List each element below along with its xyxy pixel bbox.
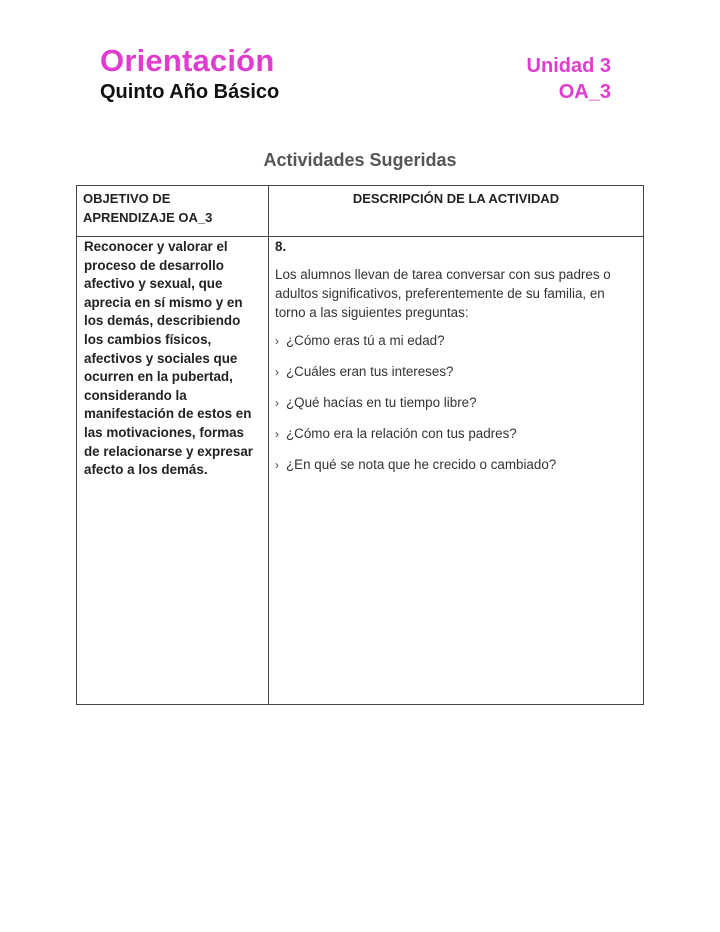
question-text: ¿Cómo eras tú a mi edad? <box>286 333 445 348</box>
question-text: ¿Qué hacías en tu tiempo libre? <box>286 395 477 410</box>
list-item <box>275 362 637 382</box>
table-row <box>77 237 644 705</box>
header-left <box>100 43 279 104</box>
column-header-objective: OBJETIVO DE APRENDIZAJE OA_3 <box>77 186 269 237</box>
unit-label: Unidad 3 <box>526 55 611 77</box>
table-header-row <box>77 186 644 237</box>
chevron-right-icon: › <box>275 458 279 472</box>
question-text: ¿Cuáles eran tus intereses? <box>286 364 454 379</box>
activity-intro: Los alumnos llevan de tarea conversar con sus padres o adultos significativos, preferentemente de su familia, en torno a las siguientes preguntas: <box>275 267 611 320</box>
list-item <box>275 331 637 351</box>
chevron-right-icon: › <box>275 396 279 410</box>
list-item <box>275 424 637 444</box>
question-text: ¿Cómo era la relación con tus padres? <box>286 426 517 441</box>
description-cell <box>269 237 644 705</box>
oa-label: OA_3 <box>558 81 611 103</box>
chevron-right-icon: › <box>275 365 279 379</box>
question-list <box>275 331 637 475</box>
header-right <box>527 53 611 105</box>
activities-table <box>76 185 644 705</box>
list-item <box>275 393 637 413</box>
activity-number: 8. <box>275 239 287 254</box>
column-header-description: DESCRIPCIÓN DE LA ACTIVIDAD <box>269 186 644 237</box>
subject-title: Orientación <box>100 43 275 78</box>
question-text: ¿En qué se nota que he crecido o cambiado? <box>286 457 557 472</box>
objective-cell: Reconocer y valorar el proceso de desarrollo afectivo y sexual, que aprecia en sí mismo y en los demás, describiendo los cambios físicos, afectivos y sociales que ocurren en la pubertad, considerando la manifestación de estos en las motivaciones, formas de relacionarse y expresar afecto a los demás. <box>77 237 269 705</box>
list-item <box>275 455 637 475</box>
grade-subtitle: Quinto Año Básico <box>100 81 280 103</box>
section-title: Actividades Sugeridas <box>263 150 457 170</box>
chevron-right-icon: › <box>275 427 279 441</box>
chevron-right-icon: › <box>275 334 279 348</box>
